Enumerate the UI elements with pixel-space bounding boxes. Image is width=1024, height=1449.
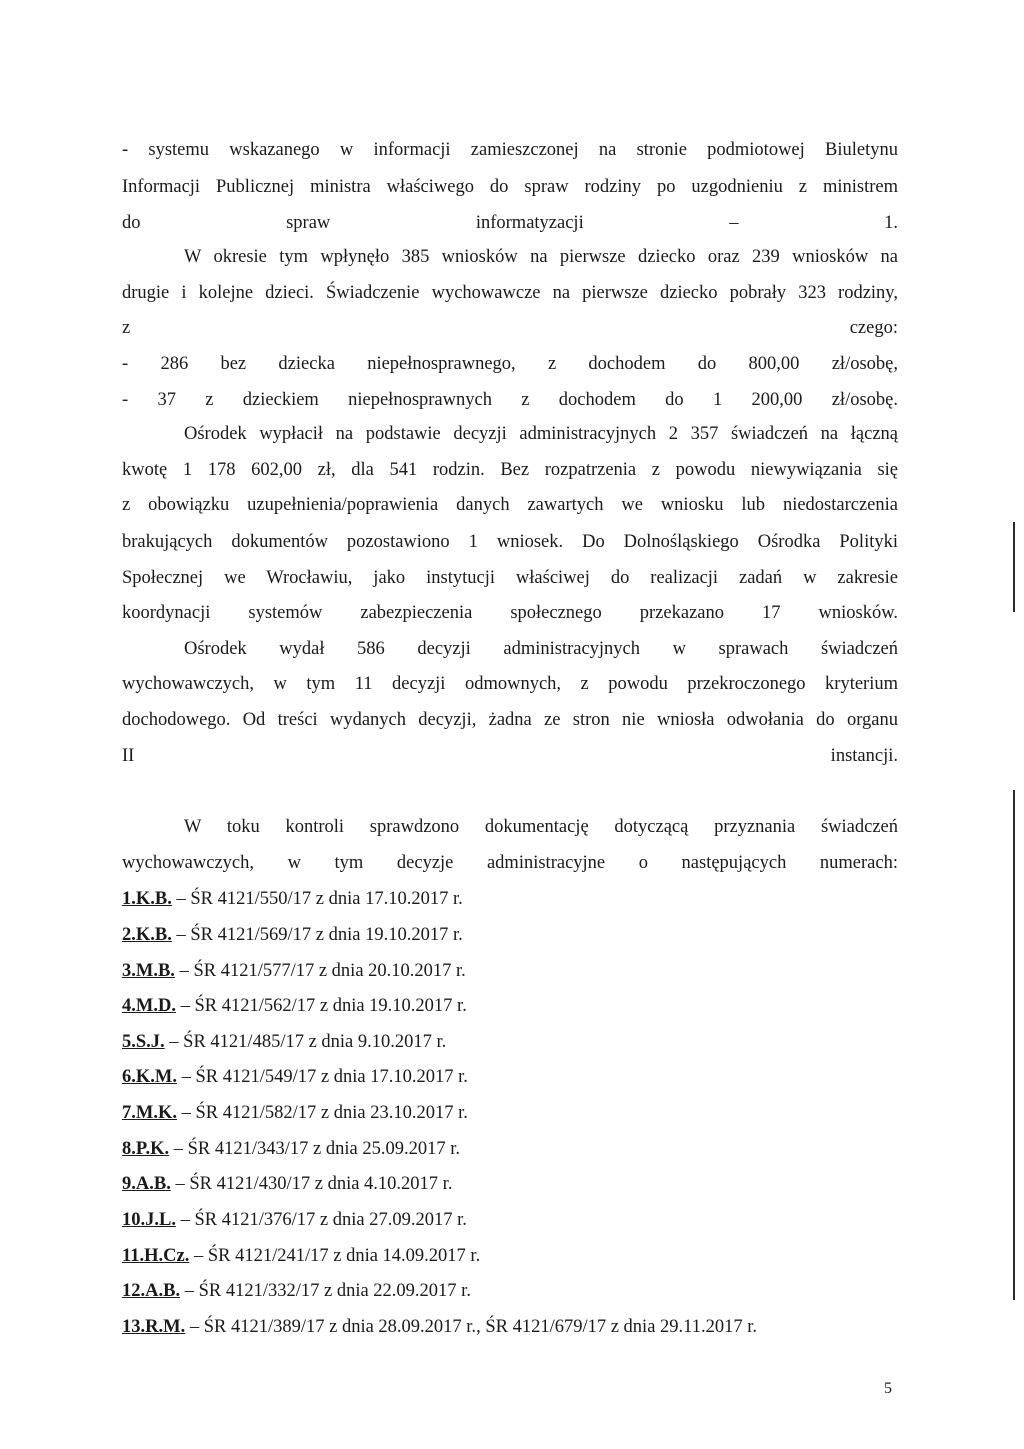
reference-code: 1.K.B. bbox=[122, 889, 172, 909]
paragraph-line: Społecznej we Wrocławiu, jako instytucji właściwej do realizacji zadań w zakresie bbox=[122, 568, 898, 588]
reference-text: – ŚR 4121/389/17 z dnia 28.09.2017 r., ŚR 4121/679/17 z dnia 29.11.2017 r. bbox=[185, 1317, 757, 1337]
reference-text: – ŚR 4121/582/17 z dnia 23.10.2017 r. bbox=[176, 1103, 468, 1123]
scan-edge-mark bbox=[1013, 790, 1015, 1300]
paragraph-line: - systemu wskazanego w informacji zamieszczonej na stronie podmiotowej Biuletynu bbox=[122, 140, 898, 160]
reference-item bbox=[122, 888, 463, 910]
paragraph-line: Ośrodek wypłacił na podstawie decyzji administracyjnych 2 357 świadczeń na łączną bbox=[184, 424, 898, 444]
reference-text: – ŚR 4121/569/17 z dnia 19.10.2017 r. bbox=[171, 925, 463, 945]
paragraph-line: II instancji. bbox=[122, 746, 898, 766]
paragraph-line: dochodowego. Od treści wydanych decyzji, żadna ze stron nie wniosła odwołania do organu bbox=[122, 710, 898, 730]
reference-item bbox=[122, 1138, 460, 1160]
reference-text: – ŚR 4121/332/17 z dnia 22.09.2017 r. bbox=[180, 1281, 471, 1301]
paragraph-line: wychowawczych, w tym 11 decyzji odmownych, z powodu przekroczonego kryterium bbox=[122, 674, 898, 694]
reference-code: 11.H.Cz. bbox=[122, 1246, 190, 1266]
reference-item bbox=[122, 1209, 467, 1231]
reference-item bbox=[122, 1102, 468, 1124]
reference-code: 9.A.B. bbox=[122, 1174, 171, 1194]
list-item: - 286 bez dziecka niepełnosprawnego, z dochodem do 800,00 zł/osobę, bbox=[122, 354, 898, 374]
reference-code: 12.A.B. bbox=[122, 1281, 181, 1301]
list-item: - 37 z dzieckiem niepełnosprawnych z dochodem do 1 200,00 zł/osobę. bbox=[122, 390, 898, 410]
reference-item bbox=[122, 1316, 757, 1338]
paragraph-line: z czego: bbox=[122, 318, 898, 338]
reference-item bbox=[122, 1066, 468, 1088]
paragraph-line: do spraw informatyzacji – 1. bbox=[122, 213, 898, 233]
reference-text: – ŚR 4121/577/17 z dnia 20.10.2017 r. bbox=[174, 961, 466, 981]
scan-edge-mark bbox=[1013, 522, 1015, 612]
paragraph-line: W toku kontroli sprawdzono dokumentację dotyczącą przyznania świadczeń bbox=[184, 817, 898, 837]
reference-code: 7.M.K. bbox=[122, 1103, 177, 1123]
reference-item bbox=[122, 924, 463, 946]
reference-text: – ŚR 4121/485/17 z dnia 9.10.2017 r. bbox=[164, 1032, 447, 1052]
paragraph-line: Ośrodek wydał 586 decyzji administracyjnych w sprawach świadczeń bbox=[184, 639, 898, 659]
reference-code: 3.M.B. bbox=[122, 961, 175, 981]
reference-text: – ŚR 4121/241/17 z dnia 14.09.2017 r. bbox=[189, 1246, 481, 1266]
reference-text: – ŚR 4121/376/17 z dnia 27.09.2017 r. bbox=[175, 1210, 467, 1230]
reference-item bbox=[122, 1031, 446, 1053]
reference-code: 6.K.M. bbox=[122, 1067, 177, 1087]
paragraph-line: W okresie tym wpłynęło 385 wniosków na pierwsze dziecko oraz 239 wniosków na bbox=[184, 247, 898, 267]
paragraph-line: kwotę 1 178 602,00 zł, dla 541 rodzin. Bez rozpatrzenia z powodu niewywiązania się bbox=[122, 460, 898, 480]
reference-code: 8.P.K. bbox=[122, 1139, 170, 1159]
reference-code: 4.M.D. bbox=[122, 996, 176, 1016]
reference-item bbox=[122, 960, 466, 982]
paragraph-line: Informacji Publicznej ministra właściwego do spraw rodziny po uzgodnieniu z ministrem bbox=[122, 177, 898, 197]
reference-text: – ŚR 4121/549/17 z dnia 17.10.2017 r. bbox=[176, 1067, 468, 1087]
paragraph-line: z obowiązku uzupełnienia/poprawienia danych zawartych we wniosku lub niedostarczenia bbox=[122, 495, 898, 515]
reference-text: – ŚR 4121/550/17 z dnia 17.10.2017 r. bbox=[171, 889, 463, 909]
reference-item bbox=[122, 995, 467, 1017]
reference-text: – ŚR 4121/562/17 z dnia 19.10.2017 r. bbox=[175, 996, 467, 1016]
reference-item bbox=[122, 1245, 480, 1267]
paragraph-line: wychowawczych, w tym decyzje administracyjne o następujących numerach: bbox=[122, 853, 898, 873]
paragraph-line: koordynacji systemów zabezpieczenia społecznego przekazano 17 wniosków. bbox=[122, 603, 898, 623]
reference-code: 10.J.L. bbox=[122, 1210, 176, 1230]
paragraph-line: brakujących dokumentów pozostawiono 1 wniosek. Do Dolnośląskiego Ośrodka Polityki bbox=[122, 532, 898, 552]
reference-item bbox=[122, 1173, 452, 1195]
reference-code: 5.S.J. bbox=[122, 1032, 165, 1052]
reference-text: – ŚR 4121/430/17 z dnia 4.10.2017 r. bbox=[170, 1174, 453, 1194]
reference-item bbox=[122, 1280, 471, 1302]
reference-code: 13.R.M. bbox=[122, 1317, 186, 1337]
paragraph-line: drugie i kolejne dzieci. Świadczenie wychowawcze na pierwsze dziecko pobrały 323 rodziny, bbox=[122, 283, 898, 303]
page-number: 5 bbox=[884, 1380, 892, 1397]
reference-text: – ŚR 4121/343/17 z dnia 25.09.2017 r. bbox=[169, 1139, 460, 1159]
reference-code: 2.K.B. bbox=[122, 925, 172, 945]
